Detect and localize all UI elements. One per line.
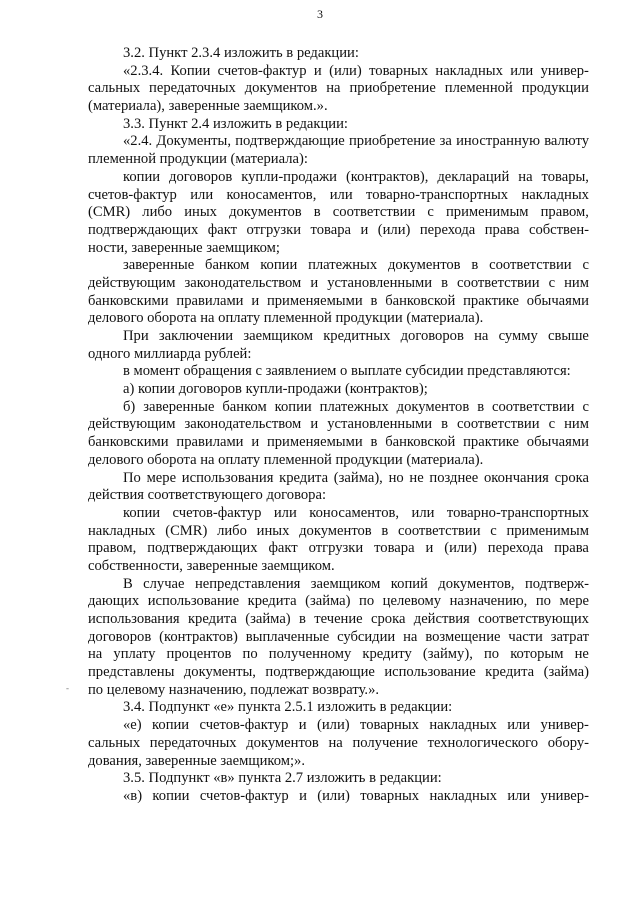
paragraph [88,770,589,788]
paragraph [88,576,589,700]
text-line: По мере использования кредита (займа), но не позднее окончания срока [123,469,589,486]
text-line: договоров (контрактов) выплаченные субсидии на возмещение части затрат [88,628,589,645]
paragraph [88,45,589,63]
text-line: копии договоров купли-продажи (контрактов), деклараций на товары, [123,168,589,185]
paragraph [88,328,589,363]
paragraph [88,257,589,328]
text-line: племенной продукции (материала): [88,151,308,168]
text-line: действующим законодательством и установленными в соответствии с ним [88,416,589,433]
text-line: одного миллиарда рублей: [88,345,252,362]
text-line: 3.5. Подпункт «в» пункта 2.7 изложить в редакции: [123,770,442,787]
text-line: «2.4. Документы, подтверждающие приобретение за иностранную валюту [123,133,589,150]
paragraph [88,381,589,399]
paragraph [88,505,589,576]
text-line: подтверждающих факт отгрузки товара и (или) перехода права собствен- [88,221,589,238]
text-line: делового оборота на оплату племенной продукции (материала). [88,310,484,327]
text-line: делового оборота на оплату племенной продукции (материала). [88,451,484,468]
text-line: банковскими правилами и применяемыми в банковской практике обычаями [88,434,589,451]
text-line: правом, подтверждающих факт отгрузки товара и (или) перехода права [88,540,589,557]
text-line: дающих использование кредита (займа) по целевому назначению, по мере [88,593,589,610]
text-line: 3.4. Подпункт «е» пункта 2.5.1 изложить в редакции: [123,699,453,716]
text-line: сальных передаточных документов на приобретение племенной продукции [88,80,589,97]
text-line: 3.2. Пункт 2.3.4 изложить в редакции: [123,45,359,61]
text-line: б) заверенные банком копии платежных документов в соответствии с [123,398,589,415]
text-line: использования кредита (займа) в течение срока действия соответствующих [88,611,589,627]
text-line: 3.3. Пункт 2.4 изложить в редакции: [123,115,348,132]
text-line: «в) копии счетов-фактур и (или) товарных накладных или универ- [123,787,589,804]
text-line: копии счетов-фактур или коносаментов, или товарно-транспортных [123,504,589,521]
text-line: заверенные банком копии платежных документов в соответствии с [123,257,589,274]
text-line: действующим законодательством и установленными в соответствии с ним [88,274,589,291]
text-line: по целевому назначению, подлежат возврату.». [88,681,380,698]
text-line: а) копии договоров купли-продажи (контрактов); [123,381,428,398]
paragraph [88,169,589,257]
text-line: собственности, заверенные заемщиком. [88,557,335,574]
text-line: ности, заверенные заемщиком; [88,239,280,256]
text-line: сальных передаточных документов на получение технологического обору- [88,734,589,751]
text-line: (CMR) либо иных документов в соответствии с применимым правом, [88,204,589,221]
paragraph [88,788,589,806]
paragraph [88,63,589,116]
paragraph [88,717,589,770]
text-line: банковскими правилами и применяемыми в банковской практике обычаями [88,292,589,309]
text-line: действия соответствующего договора: [88,487,327,504]
paragraph [88,699,589,717]
paragraph [88,399,589,470]
paragraph [88,470,589,505]
text-line: на уплату процентов по полученному кредиту (займу), по которым не [88,646,589,663]
text-line: представлены документы, подтверждающие использование кредита (займа) [88,664,589,681]
margin-mark: - [66,683,69,693]
text-line: В случае непредставления заемщиком копий документов, подтверж- [123,575,589,592]
paragraph [88,363,589,381]
paragraph [88,133,589,168]
text-line: в момент обращения с заявлением о выплате субсидии представляются: [123,363,571,380]
text-line: счетов-фактур или коносаментов, или товарно-транспортных накладных [88,186,589,203]
text-line: «е) копии счетов-фактур и (или) товарных накладных или универ- [123,717,589,734]
text-line: «2.3.4. Копии счетов-фактур и (или) товарных накладных или универ- [123,62,589,79]
text-line: При заключении заемщиком кредитных договоров на сумму свыше [123,328,589,344]
document-body [88,45,589,806]
text-line: (материала), заверенные заемщиком.». [88,98,328,115]
page-number: 3 [317,7,323,21]
text-line: накладных (CMR) либо иных документов в соответствии с применимым [88,522,589,539]
paragraph [88,116,589,134]
text-line: дования, заверенные заемщиком;». [88,752,305,769]
